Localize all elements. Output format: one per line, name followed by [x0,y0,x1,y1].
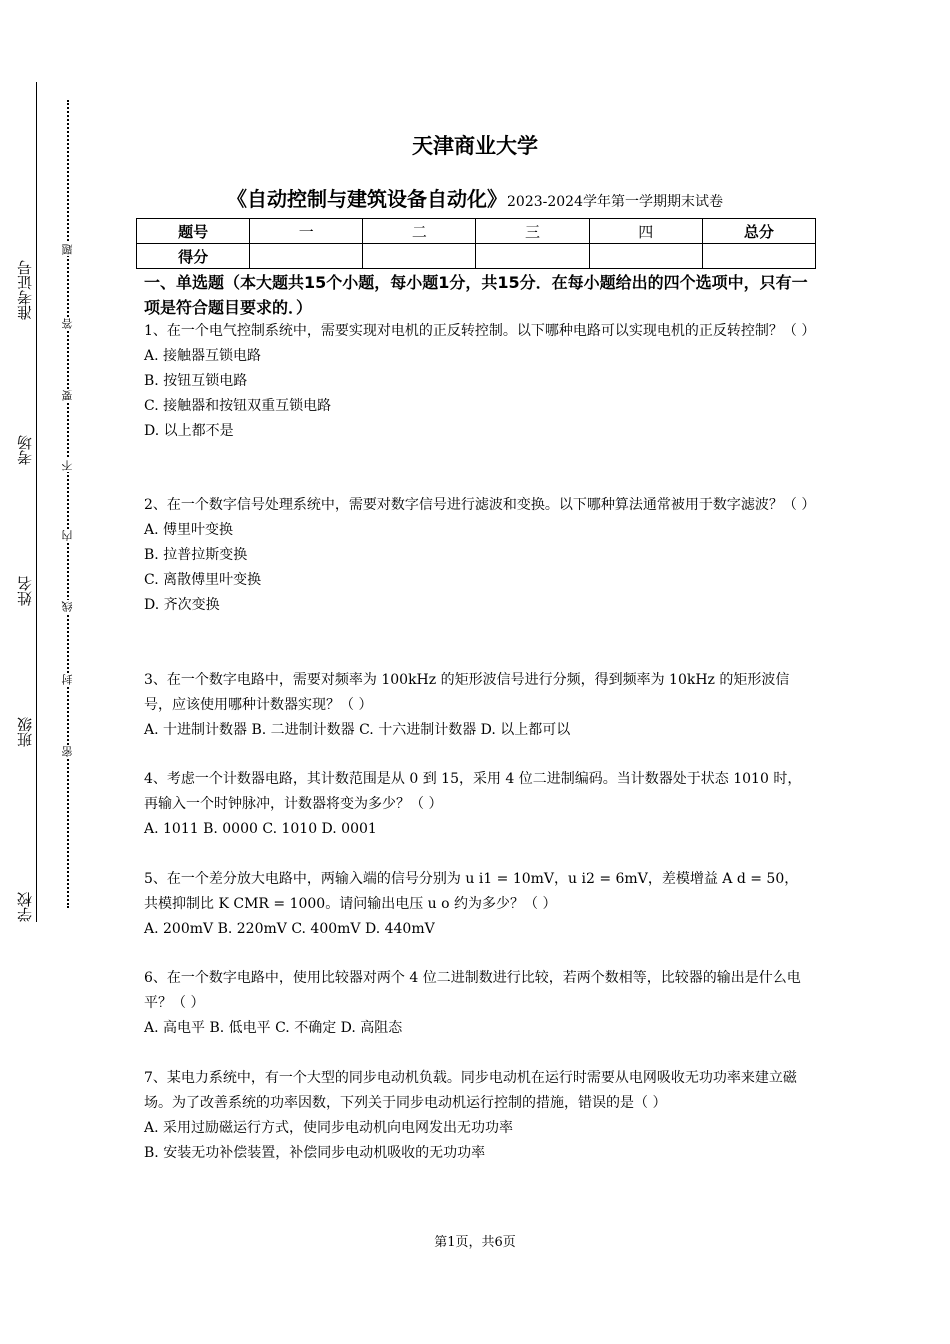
seal-char-mi: 密 [61,746,74,757]
score-cell[interactable] [363,244,476,269]
question-3 [144,668,812,743]
question-7 [144,1066,812,1166]
question-option: B. 按钮互锁电路 [144,373,248,389]
score-cell[interactable] [589,244,702,269]
question-option: A. 十进制计数器 B. 二进制计数器 C. 十六进制计数器 D. 以上都可以 [144,722,571,738]
question-stem: 1、在一个电气控制系统中，需要实现对电机的正反转控制。以下哪种电路可以实现电机的正反转控制？（ ） [144,323,816,339]
exam-room-label: 考场 [16,435,34,465]
question-option: A. 200mV B. 220mV C. 400mV D. 440mV [144,921,435,937]
score-row-label: 得分 [137,244,250,269]
seal-char-nei: 内 [61,530,74,541]
page-number: 第1页，共6页 [434,1235,516,1250]
class-label: 班级 [16,717,34,747]
question-option: A. 傅里叶变换 [144,522,234,538]
score-header-cell: 三 [476,219,589,244]
seal-char-ti: 题 [61,244,74,255]
question-option: A. 高电平 B. 低电平 C. 不确定 D. 高阻态 [144,1020,403,1036]
question-option: C. 离散傅里叶变换 [144,572,262,588]
school-label: 学校 [16,892,34,922]
exam-title [0,183,950,212]
score-table [136,218,816,269]
question-option: A. 采用过励磁运行方式，使同步电动机向电网发出无功功率 [144,1120,514,1136]
score-header-cell: 四 [589,219,702,244]
name-label: 姓名 [16,576,34,606]
question-stem: 5、在一个差分放大电路中，两输入端的信号分别为 u i1 = 10mV，u i2 = 6mV，差模增益 A d = 50，共模抑制比 K CMR = 1000。请问输出电压 u o 约为多少？（ ） [144,871,799,912]
seal-char-xian: 线 [61,601,74,612]
seal-char-feng: 封 [61,674,74,685]
university-name: 天津商业大学 [412,134,538,158]
question-4 [144,767,812,842]
question-2 [144,493,816,618]
section-heading: 一、单选题（本大题共15个小题，每小题1分，共15分．在每小题给出的四个选项中，只有一项是符合题目要求的．） [144,273,808,317]
score-header-cell: 总分 [702,219,815,244]
question-option: B. 安装无功补偿装置，补偿同步电动机吸收的无功功率 [144,1145,486,1161]
question-5 [144,867,812,942]
question-option: A. 接触器互锁电路 [144,348,262,364]
score-header-row [137,219,816,244]
score-header-cell: 一 [250,219,363,244]
course-title: 《自动控制与建筑设备自动化》 [227,187,507,211]
question-stem: 7、某电力系统中，有一个大型的同步电动机负载。同步电动机在运行时需要从电网吸收无功功率来建立磁场。为了改善系统的功率因数，下列关于同步电动机运行控制的措施，错误的是（ ） [144,1070,797,1111]
binding-dotted-line [67,100,69,908]
question-6 [144,966,812,1041]
question-option: D. 齐次变换 [144,597,220,613]
seal-char-da: 答 [61,318,74,329]
question-option: A. 1011 B. 0000 C. 1010 D. 0001 [144,821,377,837]
seal-char-yao: 要 [61,390,74,401]
question-option: C. 接触器和按钮双重互锁电路 [144,398,332,414]
question-1 [144,319,816,444]
seal-char-bu: 不 [61,460,74,471]
score-cell[interactable] [476,244,589,269]
question-stem: 2、在一个数字信号处理系统中，需要对数字信号进行滤波和变换。以下哪种算法通常被用于数字滤波？（ ） [144,497,816,513]
question-stem: 4、考虑一个计数器电路，其计数范围是从 0 到 15，采用 4 位二进制编码。当计数器处于状态 1010 时，再输入一个时钟脉冲，计数器将变为多少？（ ） [144,771,802,812]
term-label: 2023-2024学年第一学期期末试卷 [507,194,723,210]
score-header-cell: 题号 [137,219,250,244]
question-stem: 6、在一个数字电路中，使用比较器对两个 4 位二进制数进行比较，若两个数相等，比较器的输出是什么电平？（ ） [144,970,801,1011]
score-cell[interactable] [702,244,815,269]
question-option: B. 拉普拉斯变换 [144,547,248,563]
score-value-row [137,244,816,269]
score-cell[interactable] [250,244,363,269]
question-stem: 3、在一个数字电路中，需要对频率为 100kHz 的矩形波信号进行分频，得到频率为 10kHz 的矩形波信号，应该使用哪种计数器实现？（ ） [144,672,790,713]
score-header-cell: 二 [363,219,476,244]
exam-id-label: 准考证号 [16,260,34,320]
question-option: D. 以上都不是 [144,423,234,439]
